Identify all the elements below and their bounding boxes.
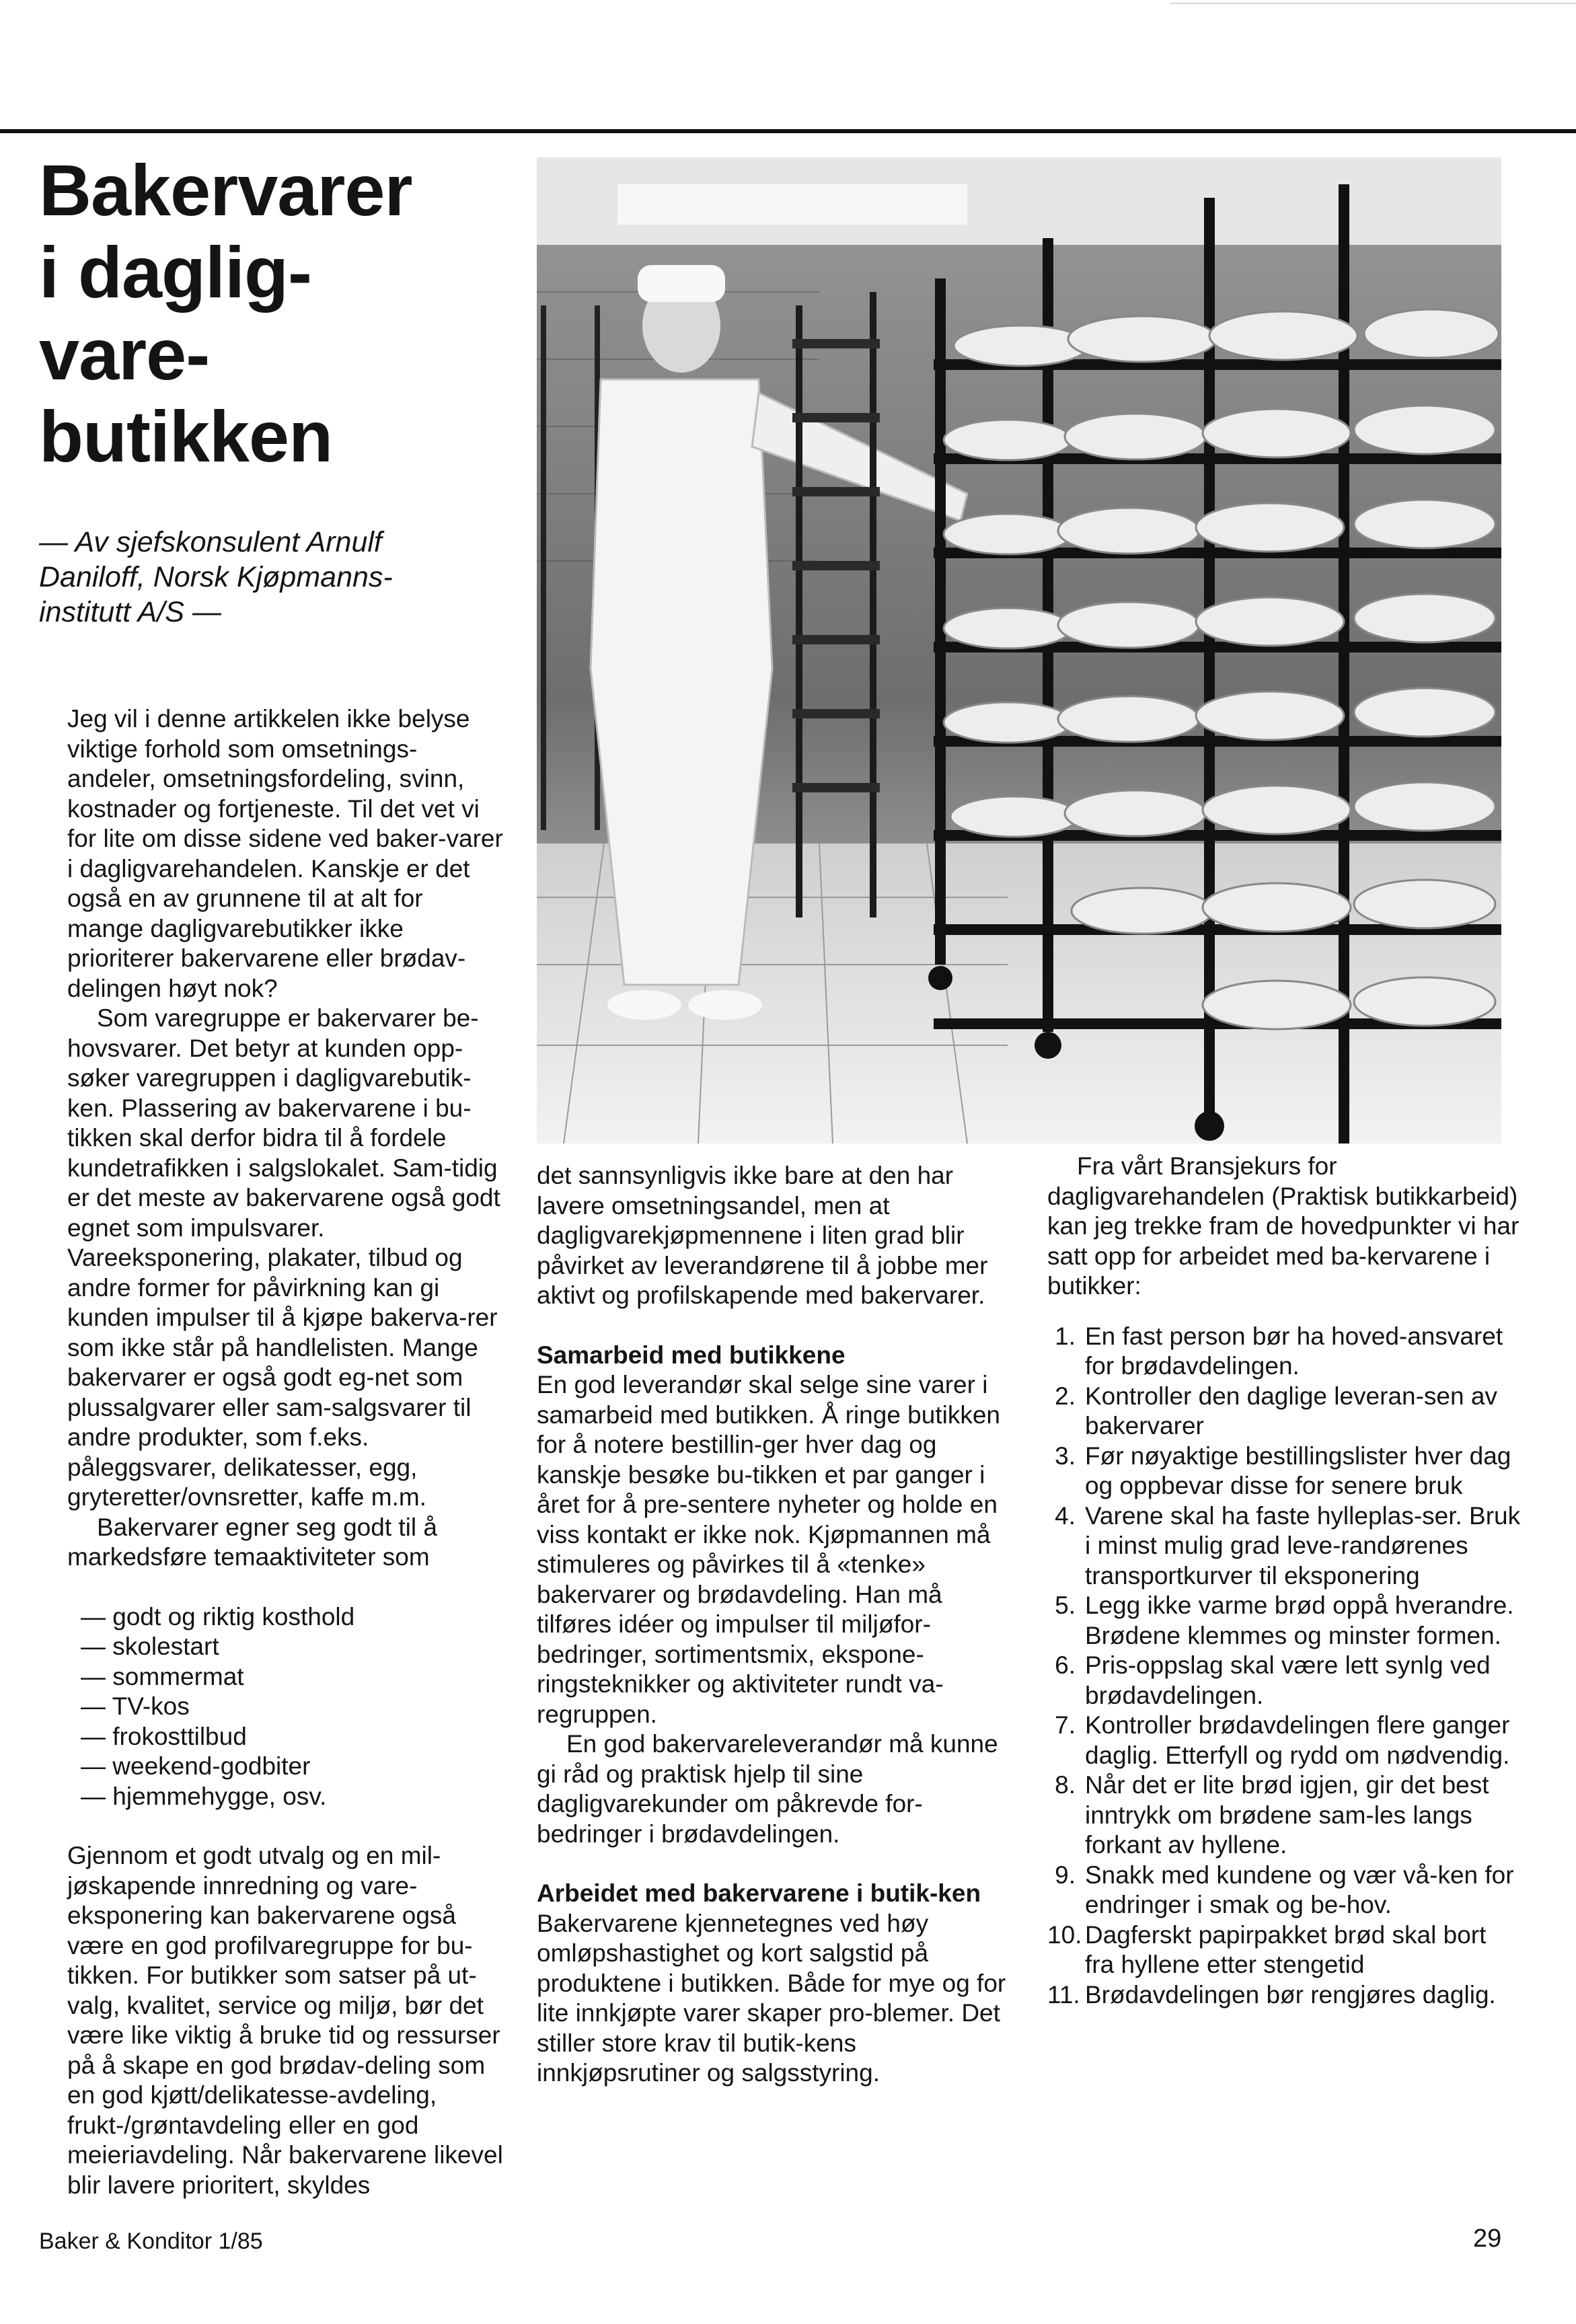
spacer xyxy=(537,1311,1008,1341)
list-item xyxy=(1047,1382,1522,1441)
item-number: 8. xyxy=(1055,1771,1076,1799)
list-item xyxy=(1047,1861,1522,1920)
item-number: 2. xyxy=(1055,1382,1076,1410)
item-text: Kontroller brødavdelingen flere ganger daglig. Etterfyll og rydd om nødvendig. xyxy=(1085,1711,1510,1769)
list-item: — frokosttilbud xyxy=(81,1722,247,1750)
byline xyxy=(39,525,496,630)
paragraph: Fra vårt Bransjekurs for dagligvarehandelen (Praktisk butikkarbeid) kan jeg trekke fram de hovedpunkter vi har satt opp for arbeidet med ba-kervarene i butikker: xyxy=(1047,1152,1519,1300)
item-text: Kontroller den daglige leveran-sen av bakervarer xyxy=(1085,1382,1497,1439)
article-title xyxy=(39,149,523,478)
spacer xyxy=(1047,1302,1522,1322)
item-number: 3. xyxy=(1055,1441,1076,1470)
list-item: — sommermat xyxy=(81,1662,244,1690)
list-item xyxy=(1047,1591,1522,1651)
list-item: — TV-kos xyxy=(81,1692,190,1720)
list-item xyxy=(1047,1322,1522,1382)
column-1 xyxy=(67,704,504,2200)
paragraph: Gjennom et godt utvalg og en mil-jøskapende innredning og vare-eksponering kan bakervarene også være en god profilvaregruppe for bu-tikken. For butikker som satser på ut-valg, kvalitet, service og miljø, bør det være like viktig å bruke tid og ressurser på å skape en god brødav-deling som en god kjøtt/delikatesse-avdeling, frukt-/grøntavdeling eller en god meieriavdeling. Når bakervarene likevel blir lavere prioritert, skyldes xyxy=(67,1842,503,2199)
byline-line: — Av sjefskonsulent Arnulf xyxy=(39,526,382,558)
item-number: 11. xyxy=(1047,1980,1080,2009)
item-number: 4. xyxy=(1055,1501,1076,1530)
spacer xyxy=(537,1849,1008,1879)
list-item: — skolestart xyxy=(81,1633,219,1660)
item-text: Varene skal ha faste hylleplas-ser. Bruk i minst mulig grad leve-randørenes transportkurver til eksponering xyxy=(1085,1501,1521,1589)
paragraph: Jeg vil i denne artikkelen ikke belyse viktige forhold som omsetnings-andeler, omsetningsfordeling, svinn, kostnader og fortjeneste. Til det vet vi for lite om disse sidene ved baker-varer i dagligvarehandelen. Kanskje er det også en av grunnene til at alt for mange dagligvarebutikker ikke prioriterer bakervarene eller brødav-delingen høyt nok? xyxy=(67,705,503,1002)
item-number: 9. xyxy=(1055,1861,1076,1889)
item-number: 6. xyxy=(1055,1651,1076,1679)
spacer xyxy=(67,1573,504,1602)
item-text: Legg ikke varme brød oppå hverandre. Brødene klemmes og minster formen. xyxy=(1085,1591,1514,1649)
item-text: Når det er lite brød igjen, gir det best inntrykk om brødene sam-les langs forkant av hyllene. xyxy=(1085,1771,1489,1859)
item-number: 1. xyxy=(1055,1322,1076,1350)
item-text: Snakk med kundene og vær vå-ken for endringer i smak og be-hov. xyxy=(1085,1861,1514,1918)
byline-line: institutt A/S — xyxy=(39,596,221,628)
column-2 xyxy=(537,1161,1008,2089)
bakery-photo xyxy=(537,157,1501,1144)
byline-line: Daniloff, Norsk Kjøpmanns- xyxy=(39,561,393,593)
list-item: — godt og riktig kosthold xyxy=(81,1602,355,1630)
paragraph: det sannsynligvis ikke bare at den har lavere omsetningsandel, men at dagligvarekjøpmennene i liten grad blir påvirket av leverandørene til å jobbe mer aktivt og profilskapende med bakervarer. xyxy=(537,1162,988,1309)
item-number: 7. xyxy=(1055,1711,1076,1739)
title-line: i daglig- xyxy=(39,231,311,313)
header-rule xyxy=(0,129,1576,133)
title-line: butikken xyxy=(39,396,333,477)
publication-footer: Baker & Konditor 1/85 xyxy=(39,2228,263,2254)
theme-list xyxy=(67,1602,504,1812)
section-heading: Samarbeid med butikkene xyxy=(537,1341,846,1369)
item-text: Før nøyaktige bestillingslister hver dag og oppbevar disse for senere bruk xyxy=(1085,1441,1511,1499)
list-item xyxy=(1047,1441,1522,1501)
list-item: — weekend-godbiter xyxy=(81,1752,311,1780)
paragraph: Bakervarer egner seg godt til å markedsføre temaaktiviteter som xyxy=(67,1513,437,1571)
item-text: Brødavdelingen bør rengjøres daglig. xyxy=(1085,1980,1496,2009)
spacer xyxy=(67,1811,504,1841)
paragraph: En god leverandør skal selge sine varer i samarbeid med butikken. Å ringe butikken for å notere bestillin-ger hver dag og kanskje besøke bu-tikken et par ganger i året for å pre-sentere nyheter og holde en viss kontakt er ikke nok. Kjøpmannen må stimuleres og påvirkes til å «tenke» bakervarer og brødavdeling. Han må tilføres idéer og impulser til miljøfor-bedringer, sortimentsmix, ekspone-ringsteknikker og aktiviteter rundt va-regruppen. xyxy=(537,1371,1000,1728)
list-item xyxy=(1047,1651,1522,1711)
paragraph: En god bakervareleverandør må kunne gi råd og praktisk hjelp til sine dagligvarekunder om påkrevde for-bedringer i brødavdelingen. xyxy=(537,1730,998,1848)
paragraph: Bakervarene kjennetegnes ved høy omløpshastighet og kort salgstid på produktene i butikken. Både for mye og for lite innkjøpte varer skaper pro-blemer. Det stiller store krav til butik-kens innkjøpsrutiner og salgsstyring. xyxy=(537,1909,1006,2087)
section-heading: Arbeidet med bakervarene i butik-ken xyxy=(537,1879,981,1907)
top-faint-rule xyxy=(1170,3,1576,4)
item-number: 5. xyxy=(1055,1591,1076,1619)
column-3 xyxy=(1047,1152,1522,2010)
item-text: Pris-oppslag skal være lett synlg ved brødavdelingen. xyxy=(1085,1651,1491,1709)
list-item xyxy=(1047,1920,1522,1980)
page-number: 29 xyxy=(1473,2224,1502,2253)
item-text: En fast person bør ha hoved-ansvaret for brødavdelingen. xyxy=(1085,1322,1503,1380)
bakery-photo-illustration xyxy=(537,157,1501,1144)
list-item xyxy=(1047,1980,1522,2011)
paragraph: Som varegruppe er bakervarer be-hovsvarer. Det betyr at kunden opp-søker varegruppen i dagligvarebutik-ken. Plassering av bakervarene i bu-tikken skal derfor bidra til å fordele kundetrafikken i salgslokalet. Sam-tidig er det meste av bakervarene også godt egnet som impulsvarer. Vareeksponering, plakater, tilbud og andre former for påvirkning kan gi kunden impulser til å kjøpe bakerva-rer som ikke står på handlelisten. Mange bakervarer er også godt eg-net som plussalgvarer eller sam-salgsvarer til andre produkter, som f.eks. påleggsvarer, delikatesser, egg, gryteretter/ovnsretter, kaffe m.m. xyxy=(67,1004,500,1511)
list-item xyxy=(1047,1770,1522,1861)
item-text: Dagferskt papirpakket brød skal bort fra hyllene etter stengetid xyxy=(1085,1920,1487,1978)
list-item: — hjemmehygge, osv. xyxy=(81,1782,327,1810)
item-number: 10. xyxy=(1047,1920,1082,1949)
title-line: Bakervarer xyxy=(39,149,412,231)
numbered-list xyxy=(1047,1322,1522,2011)
list-item xyxy=(1047,1501,1522,1591)
title-line: vare- xyxy=(39,313,210,395)
list-item xyxy=(1047,1711,1522,1770)
